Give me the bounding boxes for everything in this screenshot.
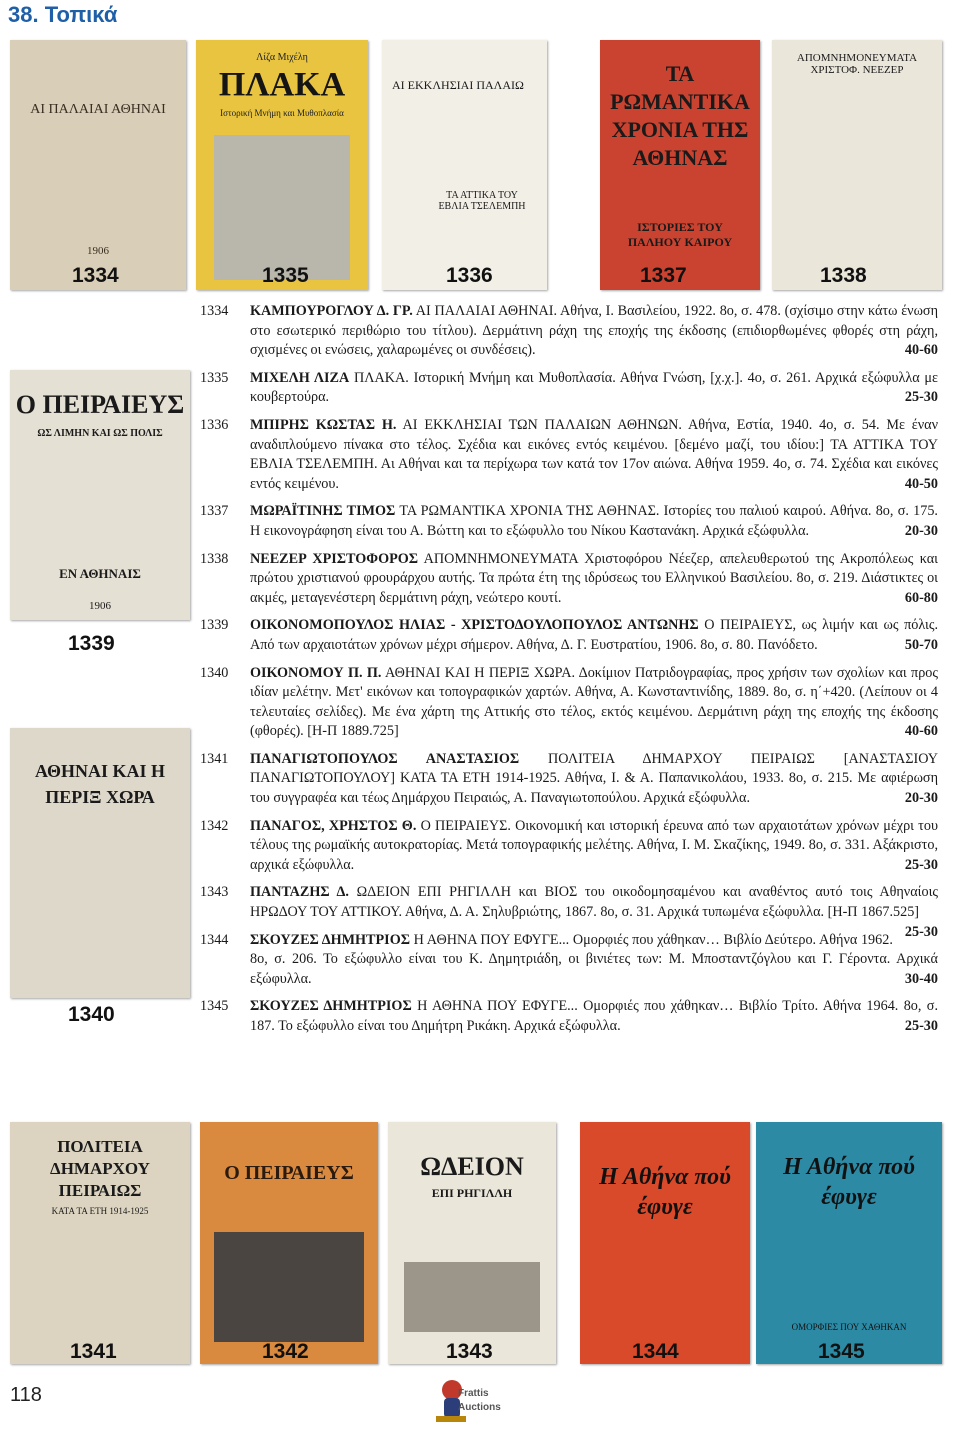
lot-price: 30-40 xyxy=(904,970,938,987)
lot-price: 50-70 xyxy=(904,636,938,653)
cover-1336 xyxy=(382,40,547,290)
lot-number: 1337 xyxy=(200,503,229,520)
image-label: 1334 xyxy=(72,264,119,287)
cover-subtitle: ΕΠΙ ΡΗΓΙΛΛΗ xyxy=(431,1186,513,1200)
cover-title: Η Αθήνα πού έφυγε xyxy=(599,1164,731,1220)
lot-price: 60-80 xyxy=(904,589,938,606)
lot-author: ΜΙΧΕΛΗ ΛΙΖΑ xyxy=(250,369,350,386)
lot-number: 1340 xyxy=(200,664,229,681)
cover-subtitle: Ιστορική Μνήμη και Μυθοπλασία xyxy=(220,108,344,118)
cover-subtitle: ΚΑΤΑ ΤΑ ΕΤΗ 1914-1925 xyxy=(51,1206,149,1216)
lot-author: ΚΑΜΠΟΥΡΟΓΛΟΥ Δ. ΓΡ. xyxy=(250,303,413,319)
lot-price: 40-50 xyxy=(904,475,938,492)
image-label: 1335 xyxy=(262,264,309,287)
image-label: 1342 xyxy=(262,1340,309,1363)
lot-author: ΜΩΡΑΪΤΙΝΗΣ ΤΙΜΟΣ xyxy=(250,503,396,520)
lot-price: 40-60 xyxy=(904,342,938,359)
cover-subtitle: ΩΣ ΛΙΜΗΝ ΚΑΙ ΩΣ ΠΟΛΙΣ xyxy=(37,428,163,439)
image-label: 1345 xyxy=(818,1340,865,1363)
cover-year: 1906 xyxy=(89,600,111,612)
lot-entry xyxy=(200,664,938,742)
cover-title: ΑΠΟΜΝΗΜΟΝΕΥΜΑΤΑ ΧΡΙΣΤΟΦ. ΝΕΕΖΕΡ xyxy=(796,52,918,76)
lot-entry xyxy=(200,931,938,990)
lot-price: 40-60 xyxy=(904,723,938,740)
lot-number: 1343 xyxy=(200,884,229,901)
image-label: 1339 xyxy=(68,632,115,655)
lot-number: 1334 xyxy=(200,303,229,319)
lot-number: 1341 xyxy=(200,750,229,767)
cover-subtitle: ΙΣΤΟΡΙΕΣ ΤΟΥ ΠΑΛΗΟΥ ΚΑΙΡΟΥ xyxy=(627,220,733,249)
lot-author: ΝΕΕΖΕΡ ΧΡΙΣΤΟΦΟΡΟΣ xyxy=(250,550,419,567)
image-label: 1338 xyxy=(820,264,867,287)
auction-logo-icon xyxy=(430,1372,530,1428)
lot-author: ΠΑΝΑΓΟΣ, ΧΡΗΣΤΟΣ Θ. xyxy=(250,817,417,834)
lot-entry xyxy=(200,502,938,541)
page-number: 118 xyxy=(10,1384,42,1406)
cover-1342 xyxy=(200,1122,378,1364)
logo-name: Frattis xyxy=(458,1388,489,1399)
lot-author: ΟΙΚΟΝΟΜΟΠΟΥΛΟΣ ΗΛΙΑΣ - ΧΡΙΣΤΟΔΟΥΛΟΠΟΥΛΟΣ ΑΝΤΩΝΗΣ xyxy=(250,617,699,634)
cover-subtitle: ΟΜΟΡΦΙΕΣ ΠΟΥ ΧΑΘΗΚΑΝ xyxy=(791,1322,907,1332)
lot-price: 25-30 xyxy=(904,856,938,873)
lot-description: ΩΔΕΙΟΝ ΕΠΙ ΡΗΓΙΛΛΗ και ΒΙΟΣ του οικοδομησαμένου και αναθέντος αυτό τοις Αθηναίοις ΗΡΩΔΟΥ ΤΟΥ ΑΤΤΙΚΟΥ. Αθήνα, Δ. Α. Σηλυβριώτης, 1867. 8ο, σ. 31. Αρχικά τυπωμένα εξώφυλλα. [Η-Π 1867.525] xyxy=(250,884,938,921)
lot-description: ΑΠΟΜΝΗΜΟΝΕΥΜΑΤΑ Χριστοφόρου Νέεζερ, απελευθερωτού της Ακροπόλεως και πρώτου χριστιανού φρουράρχου αυτής. Τα πρώτα έτη της ιδρύσεως του Ελληνικού Βασιλείου. 8ο, σ. 219. Διάστικτες οι ακμές, μεταγενέστερη δερμάτινη ράχη, νεώτερο κουτί. xyxy=(250,550,939,606)
cover-1339 xyxy=(10,370,190,620)
lot-entry xyxy=(200,550,938,609)
lot-number: 1336 xyxy=(200,416,229,433)
cover-1335 xyxy=(196,40,368,290)
lot-price: 25-30 xyxy=(904,923,938,940)
lot-description: ΑΙ ΠΑΛΑΙΑΙ ΑΘΗΝΑΙ. Αθήνα, Ι. Βασιλείου, 1922. 8ο, σ. 478. (σχίσιμο στην κάτω ένωση στο εσωτερικό περιθώριο του τίτλου). Δερμάτινη ράχη της εποχής της έκδοσης (επιδιορθωμένες φθορές στη ράχη, σχισμένες οι ενώσεις, χαλαρωμένες οι συνδέσεις). xyxy=(250,303,938,359)
lot-description: ΠΛΑΚΑ. Ιστορική Μνήμη και Μυθοπλασία. Αθήνα Γνώση, [χ.χ.]. 4ο, σ. 261. Αρχικά εξώφυλλα με κουβερτούρα. xyxy=(250,369,939,406)
lot-entry xyxy=(200,817,938,876)
lot-description: Η ΑΘΗΝΑ ΠΟΥ ΕΦΥΓΕ... Ομορφιές που χάθηκαν… Βιβλίο Δεύτερο. Αθήνα 1962. 8ο, σ. 206. Το εξώφυλλο είναι του Κ. Δημητριάδη, οι βινιέτες των: Μ. Μποσταντζόγλου και Γ. Γέροντα. Αρχικά εξώφυλλα. xyxy=(250,931,938,987)
cover-illustration xyxy=(214,1232,364,1342)
lot-price: 20-30 xyxy=(904,522,938,539)
lot-description: Η ΑΘΗΝΑ ΠΟΥ ΕΦΥΓΕ... Ομορφιές που χάθηκαν… Βιβλίο Τρίτο. Αθήνα 1964. 8ο, σ. 187. Το εξώφυλλο είναι του Δημήτρη Ρικάκη. Αρχικά εξώφυλλα. xyxy=(250,998,938,1034)
lot-number: 1345 xyxy=(200,998,229,1015)
cover-1343 xyxy=(388,1122,556,1364)
lot-number: 1344 xyxy=(200,931,229,948)
lot-description: ΠΟΛΙΤΕΙΑ ΔΗΜΑΡΧΟΥ ΠΕΙΡΑΙΩΣ [ΑΝΑΣΤΑΣΙΟΥ ΠΑΝΑΓΙΩΤΟΠΟΥΛΟΥ] ΚΑΤΑ ΤΑ ΕΤΗ 1914-1925. Αθήνα, Ι. & Α. Παπανικολάου, 1933. 8ο, σ. 215. Με αφιέρωση του συγγραφέα και τέως Δημάρχου Πειραιώς, Α. Παναγιωτοπούλου. Αρχικά εξώφυλλα. xyxy=(250,750,939,807)
lot-number: 1339 xyxy=(200,617,229,634)
lot-author: ΣΚΟΥΖΕΣ ΔΗΜΗΤΡΙΟΣ xyxy=(250,998,412,1015)
cover-title: ΑΘΗΝΑΙ ΚΑΙ Η ΠΕΡΙΞ ΧΩΡΑ xyxy=(35,761,165,807)
cover-1345 xyxy=(756,1122,942,1364)
cover-title: Ο ΠΕΙΡΑΙΕΥΣ xyxy=(15,390,185,419)
image-label: 1344 xyxy=(632,1340,679,1363)
lot-description: ΑΙ ΕΚΚΛΗΣΙΑΙ ΤΩΝ ΠΑΛΑΙΩΝ ΑΘΗΝΩΝ. Αθήνα, Εστία, 1940. 4ο, σ. 54. Με έναν αναδιπλούμενο πίνακα στο τέλος. Σχέδια και εικόνες εντός κειμένου. [δεμένο μαζί, του ιδίου:] ΤΑ ΑΤΤΙΚΑ ΤΟΥ ΕΒΛΙΑ ΤΣΕΛΕΜΠΗ. Αι Αθήναι και τα περίχωρα των κατά τον 17ον αιώνα. Αθήνα 1959. 4ο, σ. 74. Σχέδια και εικόνες εντός κειμένου. xyxy=(250,416,938,492)
lot-entry xyxy=(200,997,938,1036)
cover-1340 xyxy=(10,728,190,998)
page-title: 38. Τοπικά xyxy=(8,2,118,27)
lot-description: ΑΘΗΝΑΙ ΚΑΙ Η ΠΕΡΙΞ ΧΩΡΑ. Δοκίμιον Πατριδογραφίας, προς χρήσιν των σχολίων και προς ιδίαν μελέτην. Μετ' εικόνων και τοπογραφικών χαρτών. Αθήνα, Α. Κωνσταντινίδης, 1889. 8ο, σ. η΄+420. (Λείπουν οι 4 τελευταίες σελίδες). Με ένα χάρτη της Αττικής στο τέλος, εκτός κειμένου. Δερμάτινη ράχη της εποχής της έκδοσης (φθορές). [Η-Π 1889.725] xyxy=(250,664,938,740)
lot-entry xyxy=(200,302,938,361)
lot-entry xyxy=(200,616,938,655)
cover-title: ΑΙ ΕΚΚΛΗΣΙΑΙ ΠΑΛΑΙΩ xyxy=(392,78,524,92)
cover-1334 xyxy=(10,40,186,290)
cover-title: ΤΑ ΡΩΜΑΝΤΙΚΑ ΧΡΟΝΙΑ ΤΗΣ ΑΘΗΝΑΣ xyxy=(610,61,750,170)
lot-price: 25-30 xyxy=(904,1018,938,1034)
cover-title: ΩΔΕΙΟΝ xyxy=(420,1152,524,1181)
lot-author: ΠΑΝΤΑΖΗΣ Δ. xyxy=(250,884,349,901)
cover-title: ΠΟΛΙΤΕΙΑ ΔΗΜΑΡΧΟΥ ΠΕΙΡΑΙΩΣ xyxy=(50,1137,150,1200)
lot-author: ΟΙΚΟΝΟΜΟΥ Π. Π. xyxy=(250,664,382,681)
logo-subtitle: Auctions xyxy=(458,1402,501,1413)
cover-illustration xyxy=(404,1262,540,1332)
cover-author: Λίζα Μιχέλη xyxy=(256,52,308,63)
image-label: 1341 xyxy=(70,1340,117,1363)
cover-year: 1906 xyxy=(87,245,109,257)
lot-number: 1342 xyxy=(200,817,229,834)
lot-author: ΠΑΝΑΓΙΩΤΟΠΟΥΛΟΣ ΑΝΑΣΤΑΣΙΟΣ xyxy=(250,750,520,767)
cover-title: ΠΛΑΚΑ xyxy=(218,66,346,103)
cover-title: ΑΙ ΠΑΛΑΙΑΙ ΑΘΗΝΑΙ xyxy=(30,102,166,117)
cover-title: Η Αθήνα πού έφυγε xyxy=(783,1154,915,1210)
cover-title: Ο ΠΕΙΡΑΙΕΥΣ xyxy=(224,1162,354,1184)
lot-entry xyxy=(200,416,938,494)
lot-author: ΣΚΟΥΖΕΣ ΔΗΜΗΤΡΙΟΣ xyxy=(250,931,411,948)
lot-number: 1335 xyxy=(200,369,229,386)
image-label: 1343 xyxy=(446,1340,493,1363)
cover-1337 xyxy=(600,40,760,290)
lot-entry xyxy=(200,369,938,408)
lot-description: Ο ΠΕΙΡΑΙΕΥΣ. Οικονομική και ιστορική έρευνα από των αρχαιοτάτων χρόνων μέχρι του τέλους της ρωμαϊκής αυτοκρατορίας. Μετά τοπογραφικής μελέτης. Αθήνα, Ι. Μ. Σκαζίκης, 1949. 8ο, σ. 331. Αξάκριστο, αρχικά εξώφυλλα. xyxy=(250,817,939,873)
cover-title-2: ΤΑ ΑΤΤΙΚΑ ΤΟΥ ΕΒΛΙΑ ΤΣΕΛΕΜΠΗ xyxy=(438,190,526,212)
image-label: 1340 xyxy=(68,1003,115,1026)
lot-description: ΤΑ ΡΩΜΑΝΤΙΚΑ ΧΡΟΝΙΑ ΤΗΣ ΑΘΗΝΑΣ. Ιστορίες του παλιού καιρού. Αθήνα. 8ο, σ. 175. Η εικονογράφηση είναι του Α. Βώττη και το εξώφυλλο του Νίκου Καστανάκη. Αρχικά εξώφυλλα. xyxy=(250,503,938,539)
cover-1338 xyxy=(772,40,942,290)
lot-price: 20-30 xyxy=(904,790,938,807)
cover-place: ΕΝ ΑΘΗΝΑΙΣ xyxy=(59,566,141,581)
lot-price: 25-30 xyxy=(904,389,938,406)
lot-list xyxy=(200,302,938,1045)
cover-illustration xyxy=(214,135,350,280)
lot-author: ΜΠΙΡΗΣ ΚΩΣΤΑΣ Η. xyxy=(250,416,397,433)
image-label: 1337 xyxy=(640,264,687,287)
image-label: 1336 xyxy=(446,264,493,287)
cover-1344 xyxy=(580,1122,750,1364)
cover-1341 xyxy=(10,1122,190,1364)
lot-number: 1338 xyxy=(200,550,229,567)
lot-description: Ο ΠΕΙΡΑΙΕΥΣ, ως λιμήν και ως πόλις. Από των αρχαιοτάτων χρόνων μέχρι σήμερον. Αθήνα, Δ. Γ. Ευστρατίου, 1906. 8ο, σ. 80. Πανόδετο. xyxy=(250,617,939,653)
lot-entry xyxy=(200,750,938,809)
